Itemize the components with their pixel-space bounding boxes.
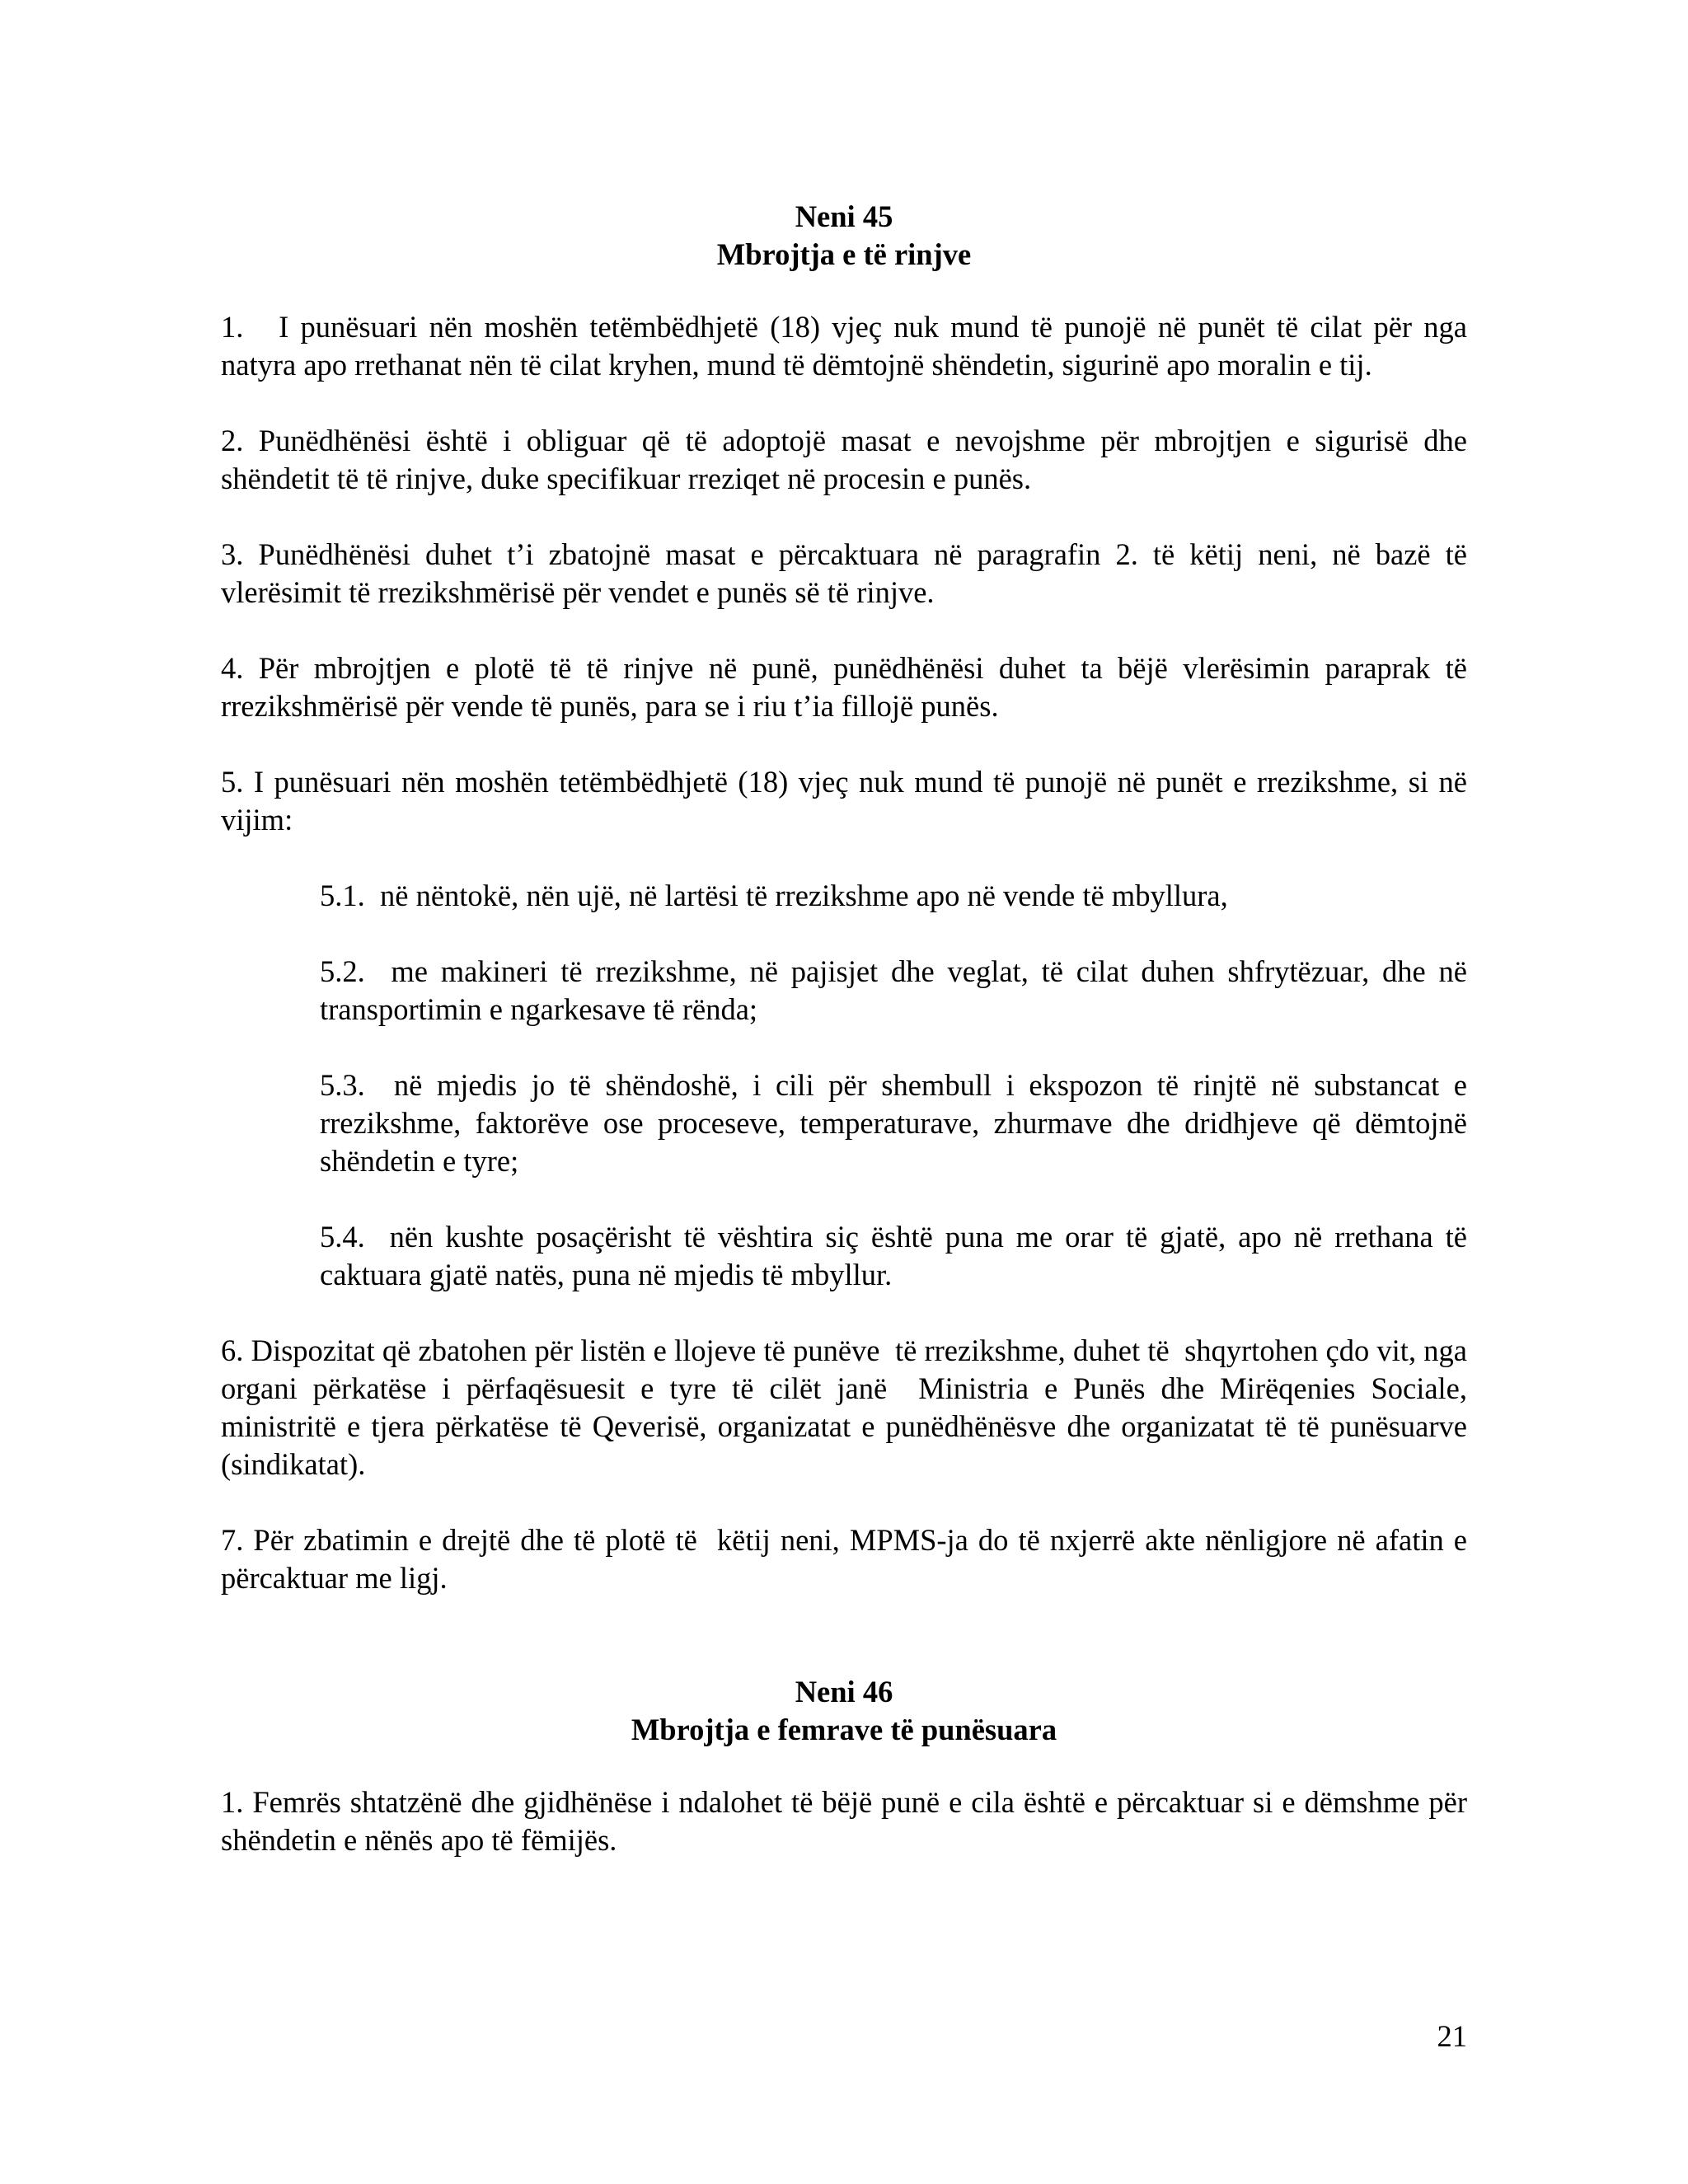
article-45-paragraph-5: 5. I punësuari nën moshën tetëmbëdhjetë (18) vjeç nuk mund të punojë në punët e rrezikshme, si në vijim:: [221, 765, 1467, 837]
article-45-heading: [221, 198, 1467, 274]
article-45-item-5-2: 5.2. me makineri të rrezikshme, në pajisjet dhe veglat, të cilat duhen shfrytëzuar, dhe në transportimin e ngarkesave të rënda;: [320, 954, 1467, 1026]
article-45-title: Mbrojtja e të rinjve: [716, 237, 972, 271]
article-45-paragraph-1: 1. I punësuari nën moshën tetëmbëdhjetë (18) vjeç nuk mund të punojë në punët të cilat për nga natyra apo rrethanat nën të cilat kryhen, mund të dëmtojnë shëndetin, sigurinë apo moralin e tij.: [221, 310, 1467, 382]
article-45-paragraph-4: 4. Për mbrojtjen e plotë të të rinjve në punë, punëdhënësi duhet ta bëjë vlerësimin paraprak të rrezikshmërisë për vende të punës, para se i riu t’ia fillojë punës.: [221, 651, 1467, 723]
article-46-heading: [221, 1673, 1467, 1749]
article-46-title: Mbrojtja e femrave të punësuara: [631, 1713, 1057, 1746]
article-45-paragraph-2: 2. Punëdhënësi është i obliguar që të adoptojë masat e nevojshme për mbrojtjen e sigurisë dhe shëndetit të të rinjve, duke specifikuar rreziqet në procesin e punës.: [221, 424, 1467, 495]
article-45-paragraph-3: 3. Punëdhënësi duhet t’i zbatojnë masat e përcaktuara në paragrafin 2. të këtij neni, në bazë të vlerësimit të rrezikshmërisë për vendet e punës së të rinjve.: [221, 537, 1467, 609]
article-45-item-5-4: 5.4. nën kushte posaçërisht të vështira siç është puna me orar të gjatë, apo në rrethana të caktuara gjatë natës, puna në mjedis të mbyllur.: [320, 1220, 1467, 1291]
article-46-number: Neni 46: [795, 1675, 893, 1708]
page-number: 21: [1437, 2019, 1467, 2053]
article-45-number: Neni 45: [795, 199, 893, 233]
document-page: [221, 198, 1467, 1859]
article-45-item-5-3: 5.3. në mjedis jo të shëndoshë, i cili për shembull i ekspozon të rinjtë në substancat e rrezikshme, faktorëve ose proceseve, temperaturave, zhurmave dhe dridhjeve që dëmtojnë shëndetin e tyre;: [320, 1068, 1467, 1178]
article-45-paragraph-6: 6. Dispozitat që zbatohen për listën e llojeve të punëve të rrezikshme, duhet të shqyrtohen çdo vit, nga organi përkatëse i përfaqësuesit e tyre të cilët janë Ministria e Punës dhe Mirëqenies Sociale, ministritë e tjera përkatëse të Qeverisë, organizatat e punëdhënësve dhe organizatat të të punësuarve (sindikatat).: [221, 1333, 1467, 1481]
article-45-paragraph-7: 7. Për zbatimin e drejtë dhe të plotë të këtij neni, MPMS-ja do të nxjerrë akte nënligjore në afatin e përcaktuar me ligj.: [221, 1523, 1467, 1595]
article-45-item-5-1: 5.1. në nëntokë, nën ujë, në lartësi të rrezikshme apo në vende të mbyllura,: [320, 879, 1228, 912]
article-46-paragraph-1: 1. Femrës shtatzënë dhe gjidhënëse i ndalohet të bëjë punë e cila është e përcaktuar si e dëmshme për shëndetin e nënës apo të fëmijës.: [221, 1785, 1467, 1857]
